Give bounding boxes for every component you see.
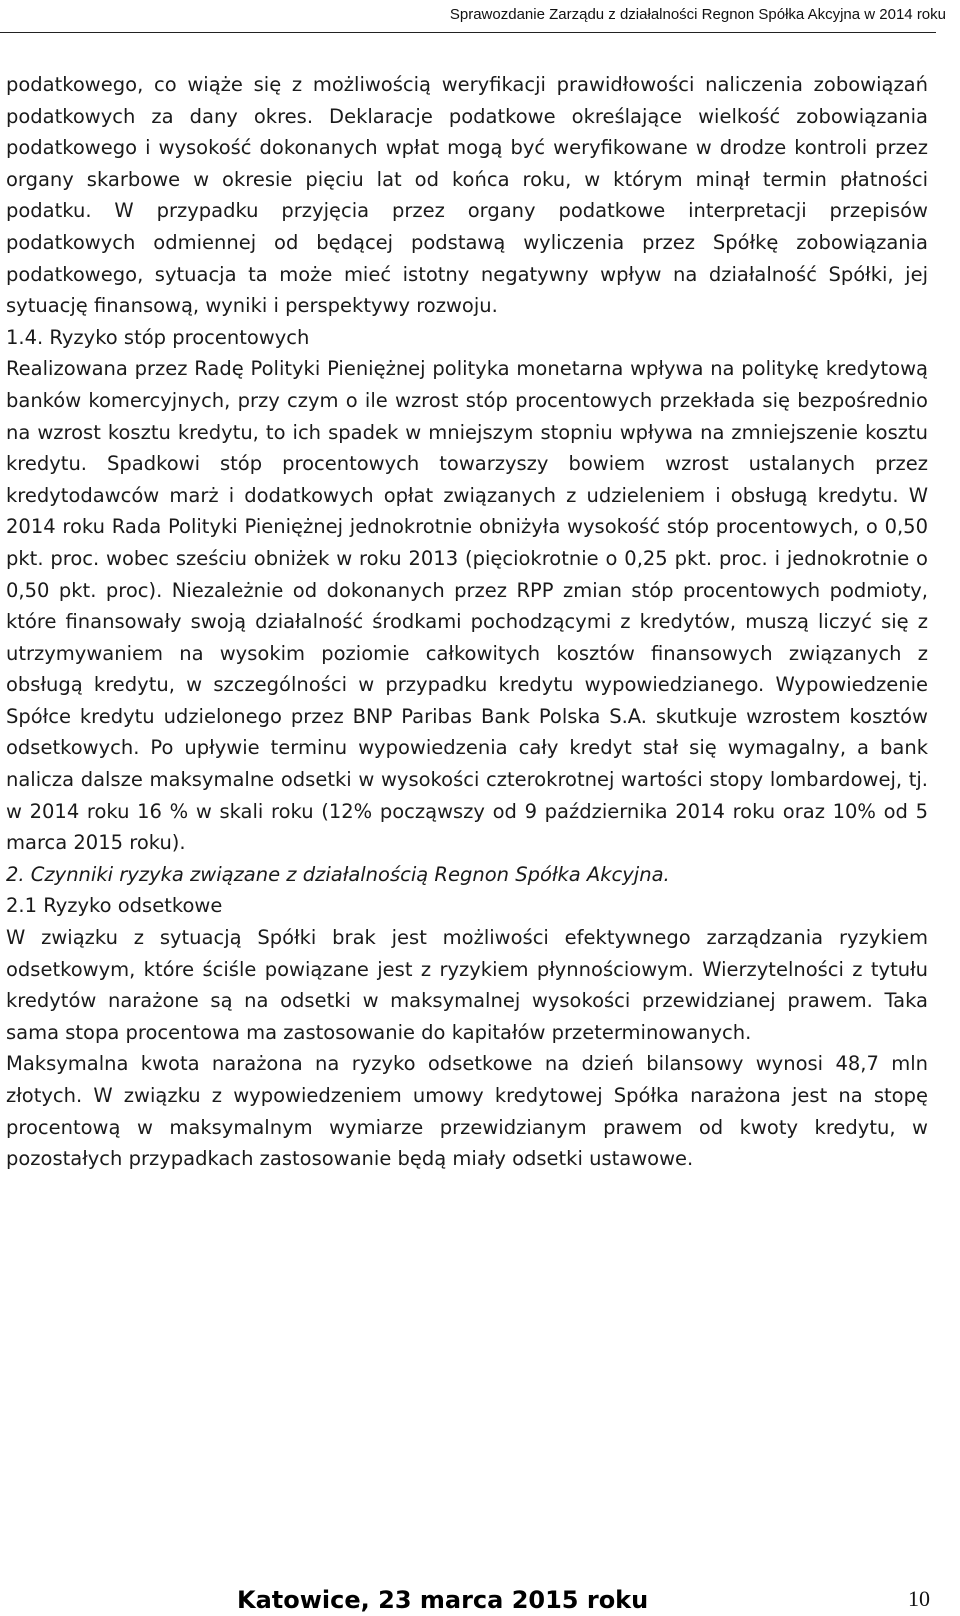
- document-body: [6, 69, 928, 1175]
- heading-company-risk-factors: 2. Czynniki ryzyka związane z działalnością Regnon Spółka Akcyjna.: [6, 862, 670, 886]
- paragraph-monetary-policy: Realizowana przez Radę Polityki Pieniężnej polityka monetarna wpływa na politykę kredytową banków komercyjnych, przy czym o ile wzrost stóp procentowych przekłada się bezpośrednio na wzrost kosztu kredytu, to ich spadek w mniejszym stopniu wpływa na zmniejszenie kosztu kredytu. Spadkowi stóp procentowych towarzyszy bowiem wzrost ustalanych przez kredytodawców marż i dodatkowych opłat związanych z udzieleniem i obsługą kredytu. W 2014 roku Rada Polityki Pieniężnej jednokrotnie obniżyła wysokość stóp procentowych, o 0,50 pkt. proc. wobec sześciu obniżek w roku 2013 (pięciokrotnie o 0,25 pkt. proc. i jednokrotnie o 0,50 pkt. proc). Niezależnie od dokonanych przez RPP zmian stóp procentowych podmioty, które finansowały swoją działalność środkami pochodzącymi z kredytów, muszą liczyć się z utrzymywaniem na wysokim poziomie całkowitych kosztów finansowych związanych z obsługą kredytu, w szczególności w przypadku kredytu wypowiedzianego. Wypowiedzenie Spółce kredytu udzielonego przez BNP Paribas Bank Polska S.A. skutkuje wzrostem kosztów odsetkowych. Po upływie terminu wypowiedzenia cały kredyt stał się wymagalny, a bank nalicza dalsze maksymalne odsetki w wysokości czterokrotnej wartości stopy lombardowej, tj. w 2014 roku 16 % w skali roku (12% począwszy od 9 października 2014 roku oraz 10% od 5 marca 2015 roku).: [6, 357, 928, 855]
- paragraph-tax-verification: podatkowego, co wiąże się z możliwością weryfikacji prawidłowości naliczenia zobowiązań podatkowych za dany okres. Deklaracje podatkowe określające wielkość zobowiązania podatkowego i wysokość dokonanych wpłat mogą być weryfikowane w drodze kontroli przez organy skarbowe w okresie pięciu lat od końca roku, w którym minął termin płatności podatku. W przypadku przyjęcia przez organy podatkowe interpretacji przepisów podatkowych odmiennej od będącej podstawą wyliczenia przez Spółkę zobowiązania podatkowego, sytuacja ta może mieć istotny negatywny wpływ na działalność Spółki, jej sytuację finansową, wyniki i perspektywy rozwoju.: [6, 73, 928, 318]
- page-header-title: Sprawozdanie Zarządu z działalności Regnon Spółka Akcyjna w 2014 roku: [449, 6, 946, 23]
- heading-interest-risk: 2.1 Ryzyko odsetkowe: [6, 894, 223, 918]
- page-number: 10: [908, 1586, 930, 1611]
- paragraph-interest-management: W związku z sytuacją Spółki brak jest możliwości efektywnego zarządzania ryzykiem odsetkowym, które ściśle powiązane jest z ryzykiem płynnościowym. Wierzytelności z tytułu kredytów narażone są na odsetki w maksymalnej wysokości przewidzianej prawem. Taka sama stopa procentowa ma zastosowanie do kapitałów przeterminowanych.: [6, 926, 928, 1044]
- footer-place-date: Katowice, 23 marca 2015 roku: [237, 1586, 649, 1614]
- header-divider: [0, 32, 936, 33]
- heading-interest-rate-risk: 1.4. Ryzyko stóp procentowych: [6, 325, 310, 349]
- paragraph-max-exposure: Maksymalna kwota narażona na ryzyko odsetkowe na dzień bilansowy wynosi 48,7 mln złotych. W związku z wypowiedzeniem umowy kredytowej Spółka narażona jest na stopę procentową w maksymalnym wymiarze przewidzianym prawem od kwoty kredytu, w pozostałych przypadkach zastosowanie będą miały odsetki ustawowe.: [6, 1052, 928, 1171]
